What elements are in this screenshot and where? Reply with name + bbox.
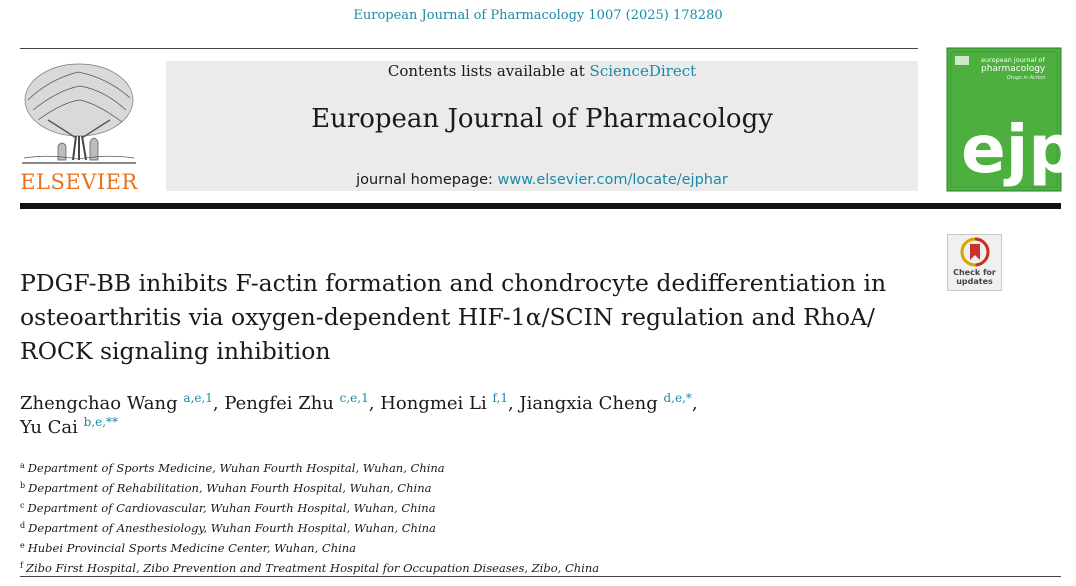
header-divider <box>20 48 918 49</box>
affiliation-mark: e <box>20 541 25 550</box>
cover-line1: european journal of <box>981 56 1045 64</box>
contents-prefix: Contents lists available at <box>387 62 590 80</box>
author-name[interactable]: Jiangxia Cheng <box>519 393 658 414</box>
author-affiliation-marks[interactable]: c,e,1 <box>339 391 369 405</box>
bookmark-icon <box>959 238 991 268</box>
author-affiliation-marks[interactable]: f,1 <box>492 391 508 405</box>
updates-line2: updates <box>956 277 993 286</box>
article-title: PDGF-BB inhibits F-actin formation and chondrocyte dedifferentiation in osteoarthritis via oxygen-dependent HIF-1α/SCIN regulation and RhoA/ ROCK signaling inhibition <box>20 269 887 365</box>
affiliation-mark: a <box>20 461 25 470</box>
affiliation-list <box>20 457 920 577</box>
affiliation-item <box>20 517 920 537</box>
affiliation-text: Department of Sports Medicine, Wuhan Fourth Hospital, Wuhan, China <box>27 461 445 475</box>
affiliation-mark: c <box>20 501 25 510</box>
author-affiliation-marks[interactable]: d,e,* <box>663 391 692 405</box>
masthead-thick-divider <box>20 203 1061 209</box>
author-name[interactable]: Zhengchao Wang <box>20 393 178 414</box>
affiliation-mark: b <box>20 481 26 490</box>
affiliation-item <box>20 477 920 497</box>
cover-line2: pharmacology <box>981 64 1046 74</box>
homepage-link[interactable]: www.elsevier.com/locate/ejphar <box>497 172 728 188</box>
affiliation-mark: f <box>20 561 23 570</box>
check-for-updates-label <box>947 268 1002 286</box>
affiliation-mark: d <box>20 521 26 530</box>
journal-title: European Journal of Pharmacology <box>311 104 773 134</box>
contents-availability <box>166 62 918 80</box>
homepage-prefix: journal homepage: <box>356 172 498 188</box>
author-name[interactable]: Yu Cai <box>20 417 78 438</box>
journal-homepage <box>166 172 918 188</box>
affiliation-text: Hubei Provincial Sports Medicine Center, Wuhan, China <box>27 541 357 555</box>
elsevier-wordmark[interactable]: ELSEVIER <box>20 170 138 194</box>
affiliation-text: Zibo First Hospital, Zibo Prevention and Treatment Hospital for Occupation Diseases, Zibo, China <box>25 561 600 575</box>
affiliation-text: Department of Rehabilitation, Wuhan Fourth Hospital, Wuhan, China <box>28 481 432 495</box>
author-name[interactable]: Hongmei Li <box>380 393 487 414</box>
sciencedirect-link[interactable]: ScienceDirect <box>589 62 697 80</box>
affiliation-item <box>20 497 920 517</box>
cover-logo-text: ejp <box>961 111 1076 188</box>
affiliation-item <box>20 457 920 477</box>
author-list: Zhengchao Wang $^{a,e,1}$, Pengfei Zhu $^{c,e,1}$, Hongmei Li $^{f,1}$, Jiangxia Cheng $^{d,e,*}$, Yu Cai $^{b,e,**}$ <box>20 391 698 438</box>
affiliation-item <box>20 537 920 557</box>
author-affiliation-marks[interactable]: b,e,** <box>83 415 119 429</box>
cover-tagline: Drugs in Action <box>1007 75 1046 81</box>
author-name[interactable]: Pengfei Zhu <box>224 393 334 414</box>
updates-line1: Check for <box>953 268 996 277</box>
affiliation-item <box>20 557 920 577</box>
journal-citation[interactable]: European Journal of Pharmacology 1007 (2025) 178280 <box>353 8 723 23</box>
footer-divider <box>20 576 1061 577</box>
affiliation-text: Department of Anesthesiology, Wuhan Fourth Hospital, Wuhan, China <box>28 521 436 535</box>
author-affiliation-marks[interactable]: a,e,1 <box>183 391 213 405</box>
journal-cover-image[interactable] <box>947 48 1076 191</box>
affiliation-text: Department of Cardiovascular, Wuhan Fourth Hospital, Wuhan, China <box>27 501 436 515</box>
